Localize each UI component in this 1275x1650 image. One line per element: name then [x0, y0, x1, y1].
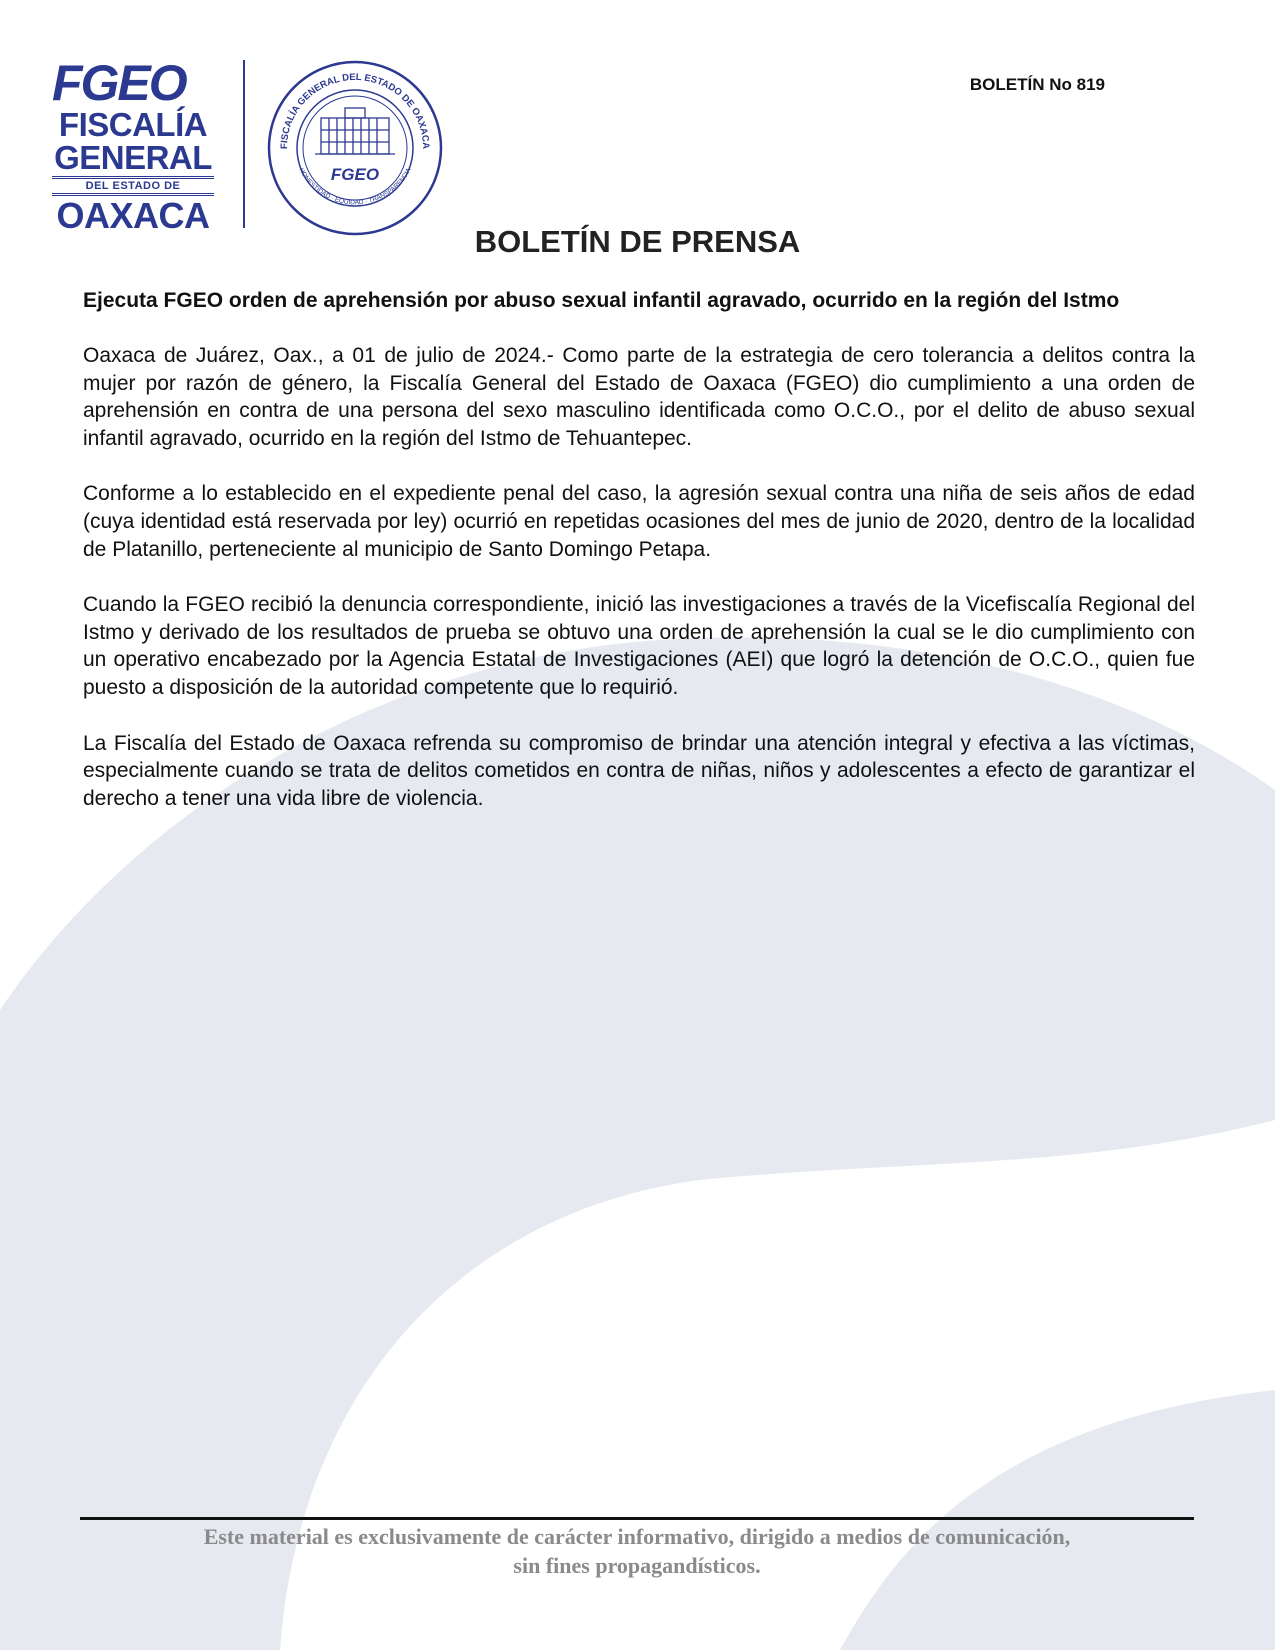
fgeo-seal: [265, 58, 445, 238]
paragraph-4: La Fiscalía del Estado de Oaxaca refrenda su compromiso de brindar una atención integral y efectiva a las víctimas, especialmente cuando se trata de delitos cometidos en contra de niñas, niños y adolescentes a efecto de garantizar el derecho a tener una vida libre de violencia.: [83, 731, 1195, 810]
building-icon: [315, 108, 395, 154]
fgeo-logo: [52, 55, 214, 236]
footer-line-2: sin fines propagandísticos.: [513, 1553, 761, 1578]
paragraph-1: Oaxaca de Juárez, Oax., a 01 de julio de 2024.- Como parte de la estrategia de cero tolerancia a delitos contra la mujer por razón de género, la Fiscalía General del Estado de Oaxaca (FGEO) dio cumplimiento a una orden de aprehensión en contra de una persona del sexo masculino identificada como O.C.O., por el delito de abuso sexual infantil agravado, ocurrido en la región del Istmo de Tehuantepec.: [83, 344, 1195, 450]
logo-acronym: FGEO: [52, 55, 186, 111]
headline: Ejecuta FGEO orden de aprehensión por abuso sexual infantil agravado, ocurrido en la región del Istmo: [83, 289, 1120, 312]
bulletin-number: BOLETÍN No 819: [969, 75, 1105, 94]
paragraph-2: Conforme a lo establecido en el expediente penal del caso, la agresión sexual contra una niña de seis años de edad (cuya identidad está reservada por ley) ocurrió en repetidas ocasiones del mes de junio de 2020, dentro de la localidad de Platanillo, perteneciente al municipio de Santo Domingo Petapa.: [83, 482, 1195, 561]
logo-line-oaxaca: OAXACA: [56, 195, 210, 236]
footer-rule: [80, 1517, 1194, 1520]
seal-bottom-text: HONESTIDAD · EQUIDAD · TRANSPARENCIA: [297, 167, 413, 207]
logo-line-del-estado: DEL ESTADO DE: [52, 176, 214, 196]
press-release-body: [83, 288, 1195, 840]
svg-text:FISCALÍA GENERAL DEL ESTADO DE: [279, 72, 431, 149]
footer-disclaimer: [80, 1522, 1194, 1580]
seal-ring-text: FISCALÍA GENERAL DEL ESTADO DE OAXACA: [278, 71, 432, 150]
logo-line-fiscalia: FISCALÍA: [58, 106, 208, 143]
paragraph-3: Cuando la FGEO recibió la denuncia correspondiente, inició las investigaciones a través de la Vicefiscalía Regional del Istmo y derivado de los resultados de prueba se obtuvo una orden de aprehensión la cual se le dio cumplimiento con un operativo encabezado por la Agencia Estatal de Investigaciones (AEI) que logró la detención de O.C.O., quien fue puesto a disposición de la autoridad competente que lo requirió.: [83, 593, 1195, 699]
logo-line-general: GENERAL: [54, 139, 212, 176]
seal-acronym: FGEO: [330, 165, 380, 184]
logo-divider: [243, 60, 245, 228]
footer-line-1: Este material es exclusivamente de carácter informativo, dirigido a medios de comunicación,: [203, 1524, 1071, 1549]
press-release-heading: BOLETÍN DE PRENSA: [474, 224, 801, 259]
